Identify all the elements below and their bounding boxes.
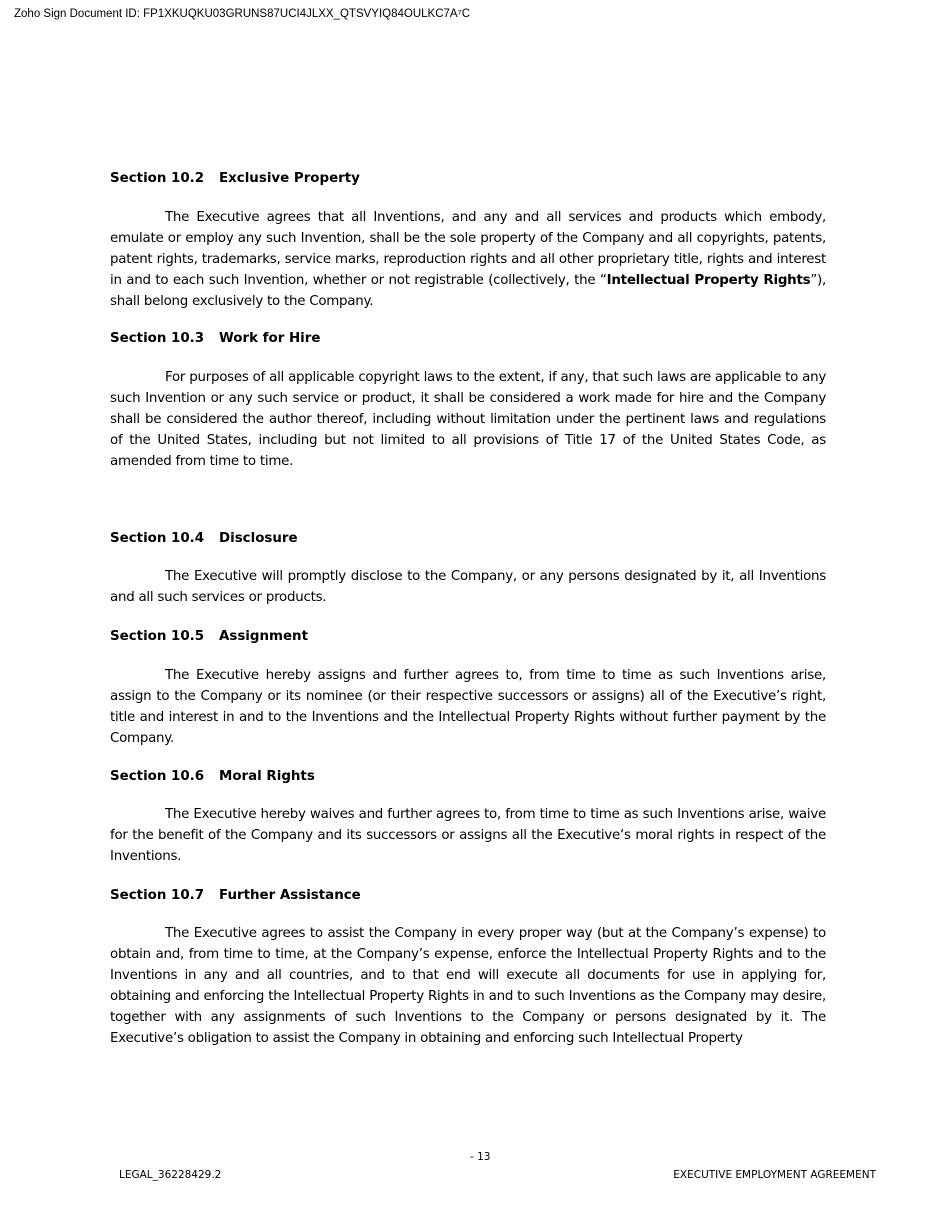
paragraph-text: ”), shall belong exclusively to the Company.: [110, 273, 826, 309]
section-number: Section 10.6: [110, 769, 205, 784]
section-number: Section 10.5: [110, 629, 205, 644]
section-title: Work for Hire: [219, 331, 321, 346]
page-number: - 13: [470, 1151, 491, 1163]
paragraph-text: The Executive agrees that all Inventions, and any and all services and products which embody, emulate or employ any such Invention, shall be the sole property of the Company and all copyrights, patents, patent rights, trademarks, service marks, reproduction rights and all other proprietary title, rights and interest in and to each such Invention, whether or not registrable (collectively, the “: [110, 210, 826, 288]
document-id: Zoho Sign Document ID: FP1XKUQKU03GRUNS87UCI4JLXX_QTSVYIQ84OULKC7A⁷C: [14, 8, 471, 20]
section-number: Section 10.2: [110, 171, 205, 186]
section-heading: [110, 331, 320, 346]
section-heading: [110, 171, 360, 186]
section-paragraph: The Executive hereby waives and further agrees to, from time to time as such Inventions arise, waive for the benefit of the Company and its successors or assigns all the Executive‘s moral rights in respect of the Inventions.: [110, 807, 826, 864]
section-paragraph: The Executive will promptly disclose to the Company, or any persons designated by it, all Inventions and all such services or products.: [110, 569, 826, 605]
defined-term: Intellectual Property Rights: [606, 273, 811, 288]
section-number: Section 10.4: [110, 531, 205, 546]
footer-document-title: EXECUTIVE EMPLOYMENT AGREEMENT: [673, 1169, 876, 1181]
footer-document-code: LEGAL_36228429.2: [119, 1169, 222, 1181]
section-heading: [110, 888, 361, 903]
section-title: Disclosure: [219, 531, 298, 546]
section-paragraph: The Executive agrees to assist the Company in every proper way (but at the Company’s expense) to obtain and, from time to time, at the Company’s expense, enforce the Intellectual Property Rights and to the Inventions in any and all countries, and to that end will execute all documents for use in applying for, obtaining and enforcing the Intellectual Property Rights in and to such Inventions as the Company may desire, together with any assignments of such Inventions to the Company or persons designated by it. The Executive’s obligation to assist the Company in obtaining and enforcing such Intellectual Property: [110, 926, 826, 1046]
section-paragraph: The Executive hereby assigns and further agrees to, from time to time as such Inventions arise, assign to the Company or its nominee (or their respective successors or assigns) all of the Executive’s right, title and interest in and to the Inventions and the Intellectual Property Rights without further payment by the Company.: [110, 668, 826, 746]
section-number: Section 10.3: [110, 331, 205, 346]
section-heading: [110, 629, 308, 644]
section-paragraph: [110, 207, 826, 312]
section-number: Section 10.7: [110, 888, 205, 903]
section-heading: [110, 769, 315, 784]
section-heading: [110, 531, 298, 546]
section-title: Exclusive Property: [219, 171, 360, 186]
section-title: Moral Rights: [219, 769, 315, 784]
section-title: Assignment: [219, 629, 308, 644]
section-paragraph: For purposes of all applicable copyright laws to the extent, if any, that such laws are applicable to any such Invention or any such service or product, it shall be considered a work made for hire and the Company shall be considered the author thereof, including without limitation under the pertinent laws and regulations of the United States, including but not limited to all provisions of Title 17 of the United States Code, as amended from time to time.: [110, 370, 826, 469]
section-title: Further Assistance: [219, 888, 361, 903]
